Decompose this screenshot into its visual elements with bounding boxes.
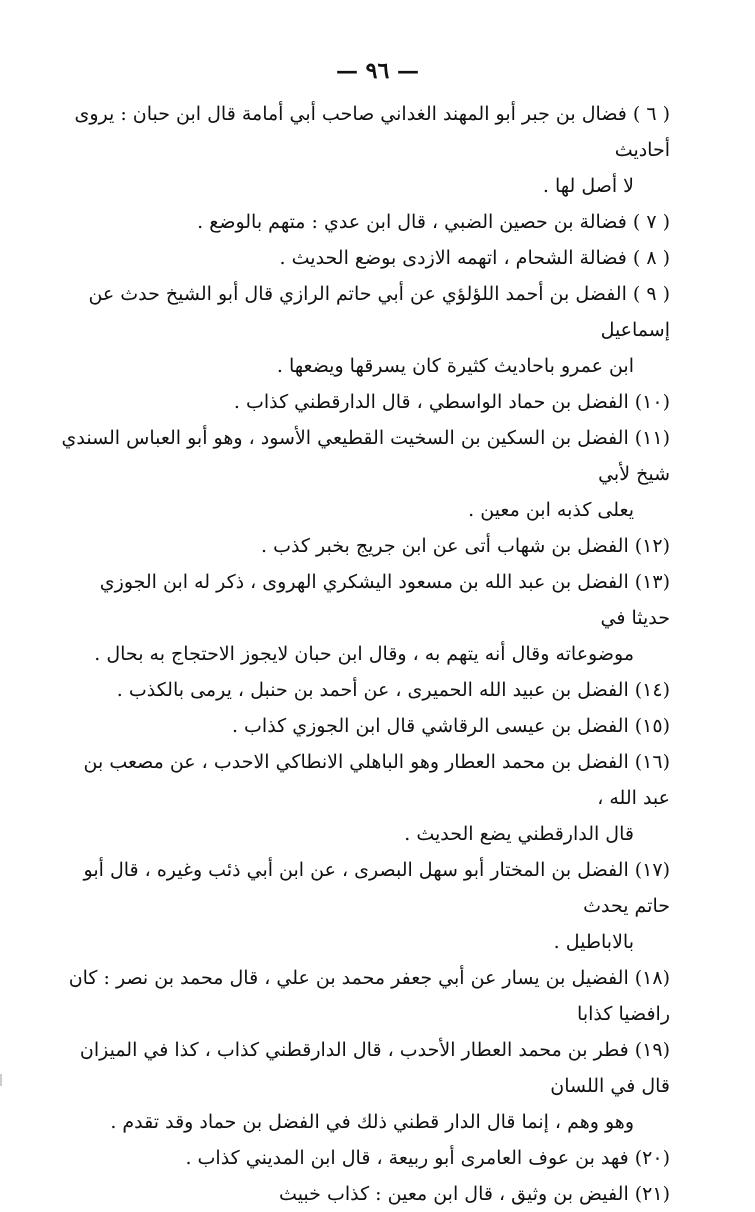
entry xyxy=(58,1176,670,1212)
entry-number: (١١) xyxy=(634,427,670,449)
entry-number: ( ٨ ) xyxy=(632,247,670,269)
entry xyxy=(58,1140,670,1176)
entry-continuation: لا أصل لها . xyxy=(542,175,634,197)
entry-number: (١٣) xyxy=(634,571,670,593)
entry-number: ( ٧ ) xyxy=(632,211,670,233)
entry-text: الفيض بن وثيق ، قال ابن معين : كذاب خبيث xyxy=(279,1183,629,1205)
entry xyxy=(58,204,670,240)
entry-continuation: وهو وهم ، إنما قال الدار قطني ذلك في الفضل بن حماد وقد تقدم . xyxy=(110,1111,634,1133)
entry-continuation: يعلى كذبه ابن معين . xyxy=(468,499,634,521)
entry-number: (١٢) xyxy=(634,535,670,557)
entry-number: (١٥) xyxy=(634,715,670,737)
entry-number: (٢١) xyxy=(634,1183,670,1205)
entry-text: الفضل بن عيسى الرقاشي قال ابن الجوزي كذاب . xyxy=(231,715,629,737)
entry-text: الفضل بن عبد الله بن مسعود اليشكري الهروى ، ذكر له ابن الجوزي حديثا في xyxy=(99,571,670,629)
page-number: — ٩٦ — xyxy=(336,58,419,84)
entry-number: (١٦) xyxy=(634,751,670,773)
entry-text: الفضل بن حماد الواسطي ، قال الدارقطني كذاب . xyxy=(233,391,629,413)
entries-list xyxy=(58,96,670,1212)
entry-number: (٢٠) xyxy=(634,1147,670,1169)
entry-text: فطر بن محمد العطار الأحدب ، قال الدارقطني كذاب ، كذا في الميزان قال في اللسان xyxy=(79,1039,670,1097)
entry-continuation: قال الدارقطني يضع الحديث . xyxy=(404,823,634,845)
entry-text: الفضل بن المختار أبو سهل البصرى ، عن ابن أبي ذئب وغيره ، قال أبو حاتم يحدث xyxy=(83,859,670,917)
entry-text: فضالة بن حصين الضبي ، قال ابن عدي : متهم بالوضع . xyxy=(197,211,627,233)
entry xyxy=(58,420,670,528)
entry-number: (١٠) xyxy=(634,391,670,413)
entry-number: (١٤) xyxy=(634,679,670,701)
entry-number: (١٧) xyxy=(634,859,670,881)
entry xyxy=(58,708,670,744)
entry-text: الفضل بن شهاب أتى عن ابن جريج بخبر كذب . xyxy=(260,535,629,557)
entry xyxy=(58,564,670,672)
entry xyxy=(58,384,670,420)
entry-text: الفضيل بن يسار عن أبي جعفر محمد بن علي ، قال محمد بن نصر : كان رافضيا كذابا xyxy=(68,967,670,1025)
entry-text: الفضل بن أحمد اللؤلؤي عن أبي حاتم الرازي قال أبو الشيخ حدث عن إسماعيل xyxy=(88,283,670,341)
entry-text: فضالة الشحام ، اتهمه الازدى بوضع الحديث . xyxy=(279,247,627,269)
entry-text: فضال بن جبر أبو المهند الغداني صاحب أبي أمامة قال ابن حبان : يروى أحاديث xyxy=(74,103,670,161)
entry-text: الفضل بن السكين بن السخيت القطيعي الأسود ، وهو أبو العباس السندي شيخ لأبي xyxy=(61,427,670,485)
entry-continuation: بالاباطيل . xyxy=(553,931,634,953)
entry-continuation: ابن عمرو باحاديث كثيرة كان يسرقها ويضعها . xyxy=(276,355,634,377)
entry xyxy=(58,240,670,276)
entry-text: الفضل بن محمد العطار وهو الباهلي الانطاكي الاحدب ، عن مصعب بن عبد الله ، xyxy=(83,751,670,809)
entry-continuation: موضوعاته وقال أنه يتهم به ، وقال ابن حبان لايجوز الاحتجاج به بحال . xyxy=(94,643,634,665)
entry-text: فهد بن عوف العامرى أبو ربيعة ، قال ابن المديني كذاب . xyxy=(185,1147,629,1169)
entry xyxy=(58,960,670,1032)
entry xyxy=(58,852,670,960)
entry-number: ( ٩ ) xyxy=(632,283,670,305)
entry xyxy=(58,276,670,384)
entry xyxy=(58,96,670,204)
entry-number: (١٨) xyxy=(634,967,670,989)
entry-number: (١٩) xyxy=(634,1039,670,1061)
entry xyxy=(58,1032,670,1140)
entry xyxy=(58,672,670,708)
scan-edge-mark xyxy=(0,1074,2,1086)
entry xyxy=(58,744,670,852)
entry-number: ( ٦ ) xyxy=(632,103,670,125)
entry-text: الفضل بن عبيد الله الحميرى ، عن أحمد بن حنبل ، يرمى بالكذب . xyxy=(116,679,629,701)
entry xyxy=(58,528,670,564)
